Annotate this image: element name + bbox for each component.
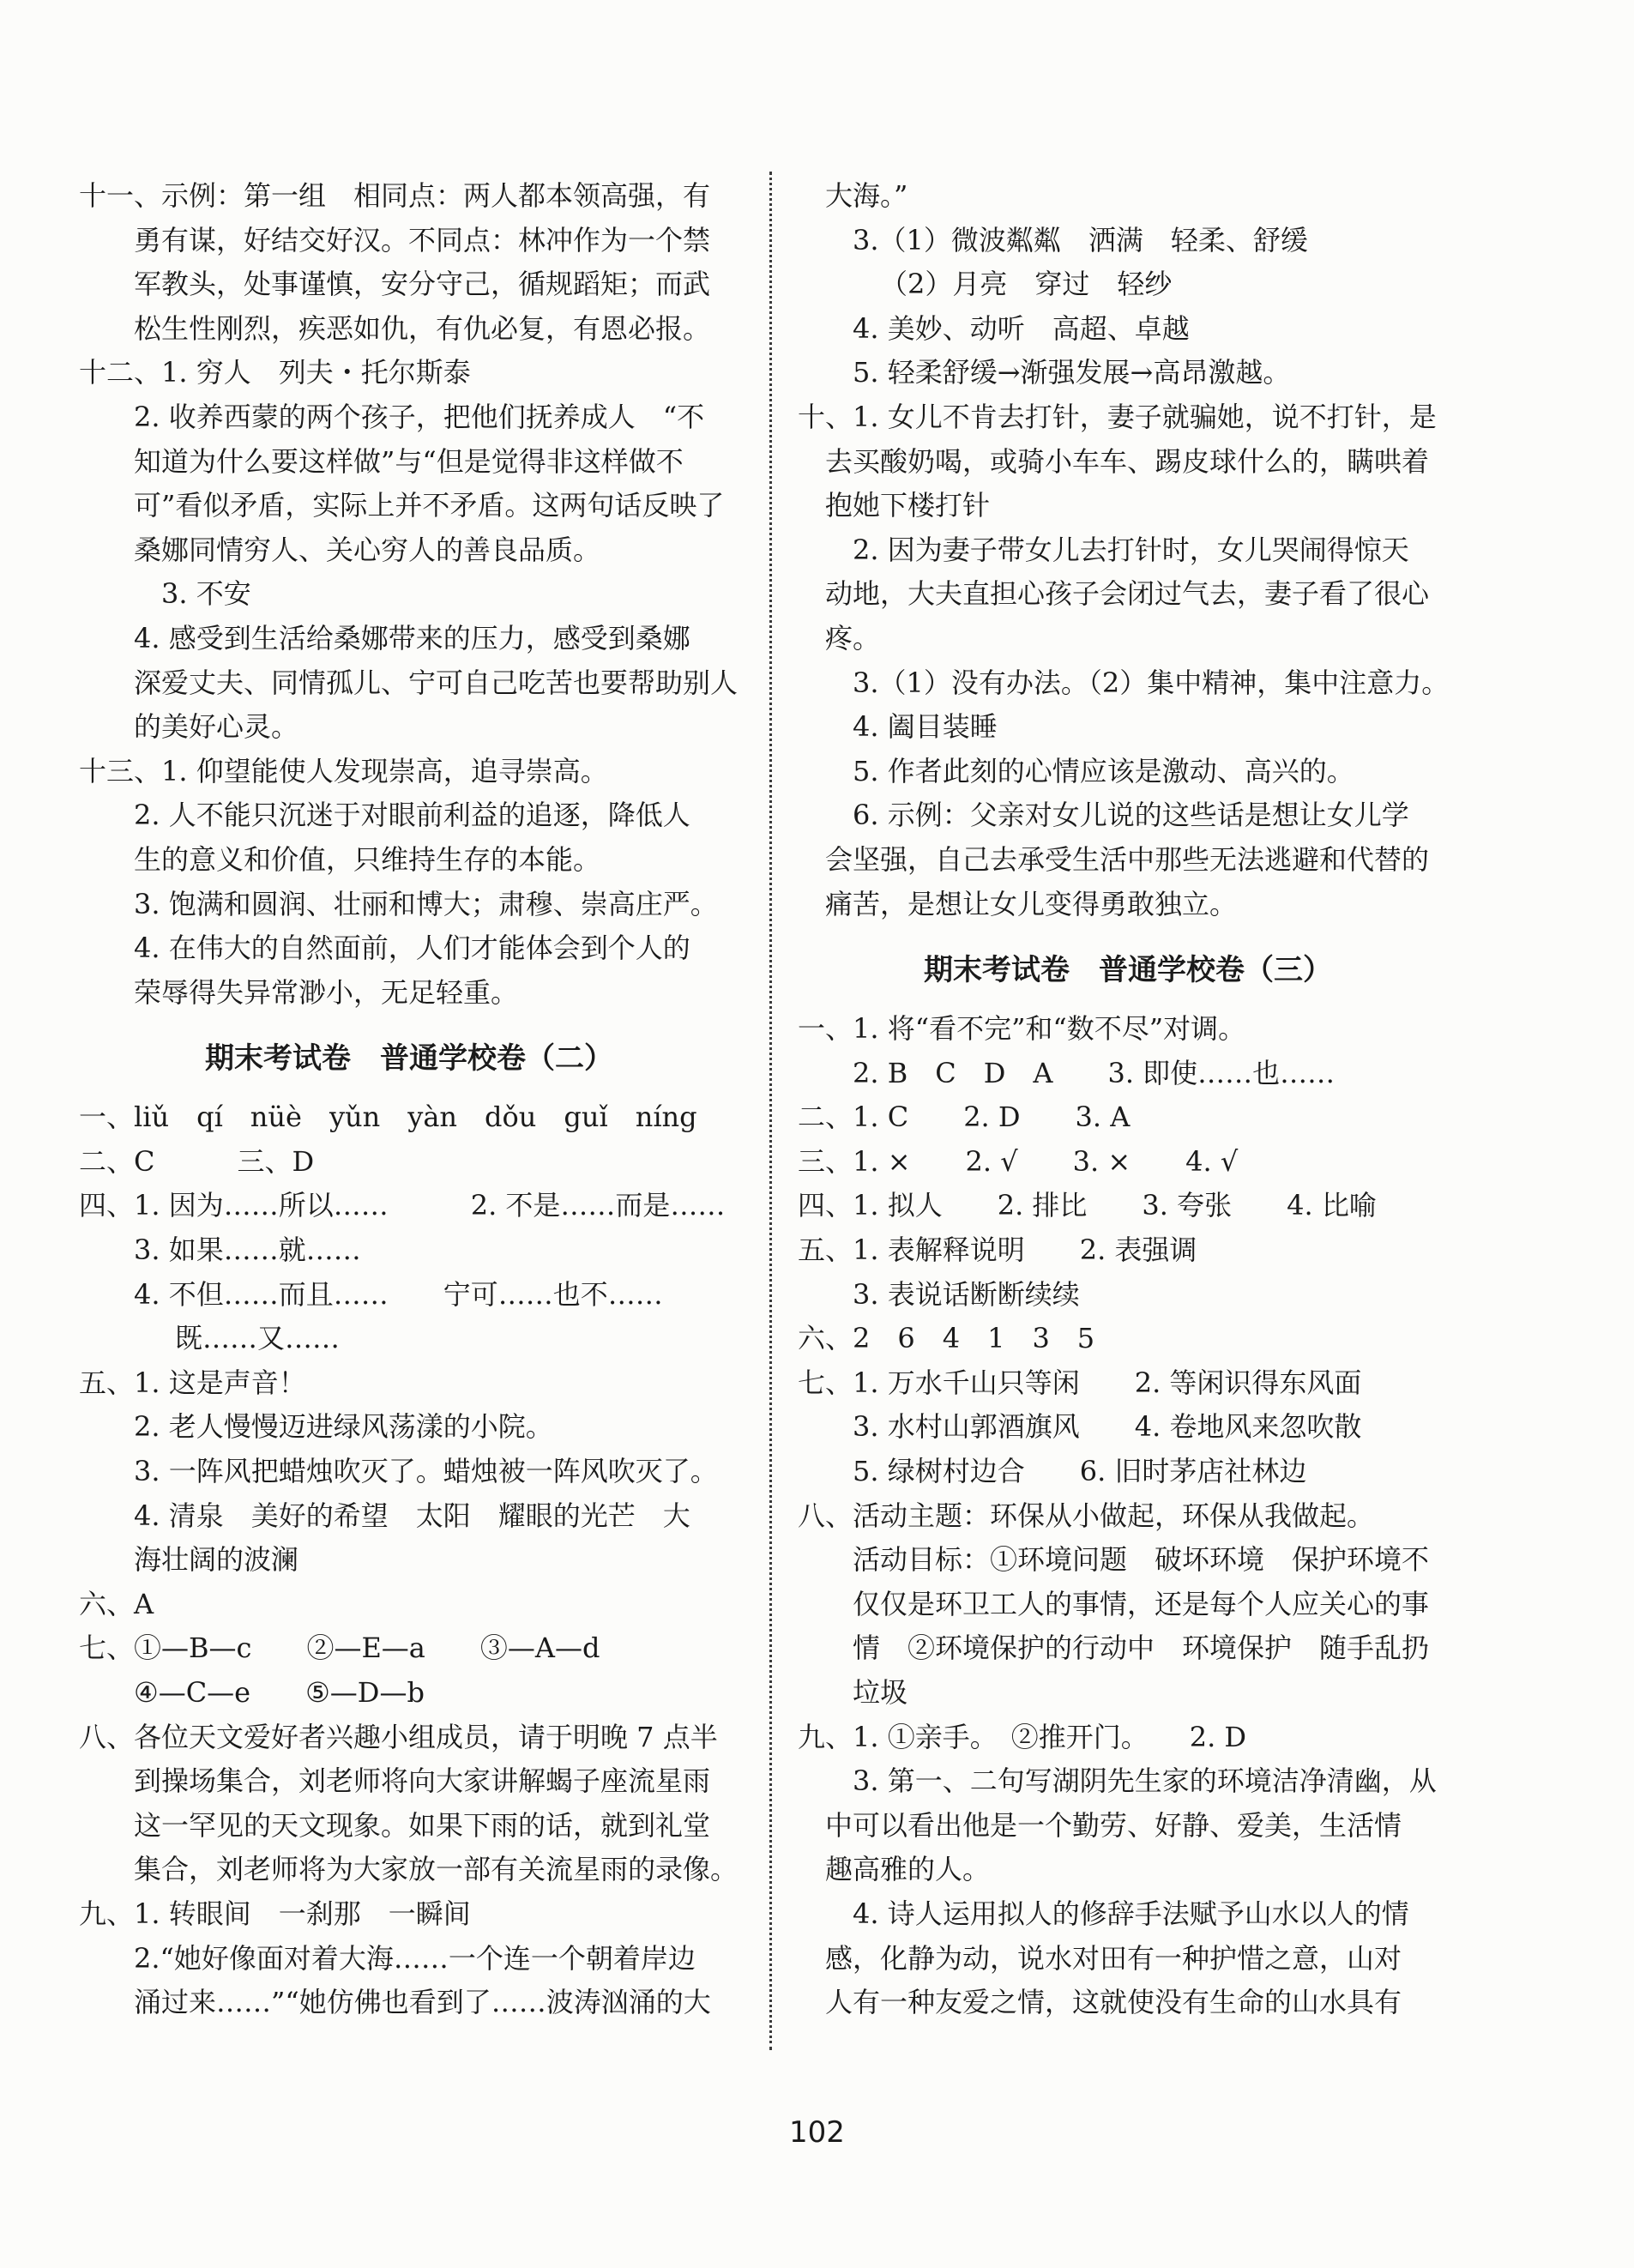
answer-line: 这一罕见的天文现象。如果下雨的话，就到礼堂: [134, 1808, 711, 1842]
left-section-b: [79, 1095, 739, 2024]
answer-line: 3.（1）没有办法。（2）集中精神，集中注意力。: [853, 666, 1450, 699]
answer-line: 勇有谋，好结交好汉。不同点：林冲作为一个禁: [134, 223, 711, 256]
answer-line: 感，化静为动，说水对田有一种护惜之意，山对: [825, 1941, 1402, 1975]
answer-line: 仅仅是环卫工人的事情，还是每个人应关心的事: [853, 1587, 1430, 1620]
answer-line: 荣辱得失异常渺小，无足轻重。: [134, 975, 519, 1009]
answer-line: 知道为什么要这样做”与“但是觉得非这样做不: [134, 444, 684, 478]
answer-line: 情 ②环境保护的行动中 环境保护 随手乱扔: [853, 1632, 1430, 1665]
answer-line: 去买酸奶喝，或骑小车车、踢皮球什么的，瞒哄着: [825, 444, 1430, 478]
answer-line: 松生性刚烈，疾恶如仇，有仇必复，有恩必报。: [134, 311, 711, 345]
answer-line: 七、1. 万水千山只等闲 2. 等闲识得东风面: [798, 1366, 1362, 1399]
answer-line: 活动目标：①环境问题 破坏环境 保护环境不: [853, 1543, 1430, 1577]
answer-line: 到操场集合，刘老师将向大家讲解蝎子座流星雨: [134, 1764, 711, 1798]
answer-line: 八、各位天文爱好者兴趣小组成员，请于明晚 7 点半: [79, 1720, 718, 1753]
answer-line: 中可以看出他是一个勤劳、好静、爱美，生活情: [825, 1808, 1402, 1842]
answer-line: 痛苦，是想让女儿变得勇敢独立。: [825, 887, 1238, 920]
answer-line: 趣高雅的人。: [825, 1853, 991, 1886]
page-number: 102: [789, 2115, 845, 2150]
answer-line: 一、liǔ qí nüè yǔn yàn dǒu guǐ níng: [79, 1101, 697, 1134]
answer-line: 4. 感受到生活给桑娜带来的压力，感受到桑娜: [134, 621, 690, 654]
answer-line: ④—C—e ⑤—D—b: [134, 1676, 425, 1709]
answer-line: 二、C 三、D: [79, 1144, 315, 1178]
answer-line: 5. 轻柔舒缓→渐强发展→高昂激越。: [853, 356, 1291, 389]
answer-line: 4. 美妙、动听 高超、卓越: [853, 311, 1190, 345]
answer-line: 4. 清泉 美好的希望 太阳 耀眼的光芒 大: [134, 1499, 690, 1532]
answer-line: 十二、1. 穷人 列夫・托尔斯泰: [79, 356, 471, 389]
answer-line: 一、1. 将“看不完”和“数不尽”对调。: [798, 1012, 1246, 1046]
left-section-a: [79, 174, 739, 1015]
answer-line: 2. 老人慢慢迈进绿风荡漾的小院。: [134, 1410, 553, 1444]
answer-line: 九、1. 转眼间 一刹那 一瞬间: [79, 1897, 471, 1930]
answer-line: 4. 阖目装睡: [853, 710, 998, 744]
answer-line: 的美好心灵。: [134, 710, 299, 744]
answer-line: 三、1. × 2. √ 3. × 4. √: [798, 1144, 1239, 1178]
answer-line: 四、1. 因为……所以…… 2. 不是……而是……: [79, 1189, 726, 1222]
exam-heading-3: 期末考试卷 普通学校卷（三）: [924, 953, 1332, 988]
answer-line: 3. 第一、二句写湖阴先生家的环境洁净清幽，从: [853, 1764, 1437, 1798]
answer-line: 涌过来……”“她仿佛也看到了……波涛汹涌的大: [134, 1986, 711, 2019]
answer-line: 集合，刘老师将为大家放一部有关流星雨的录像。: [134, 1853, 739, 1886]
answer-line: 4. 在伟大的自然面前，人们才能体会到个人的: [134, 932, 690, 965]
answer-line: 五、1. 这是声音！: [79, 1366, 306, 1399]
exam-heading-2: 期末考试卷 普通学校卷（二）: [205, 1041, 613, 1077]
answer-line: 可”看似矛盾，实际上并不矛盾。这两句话反映了: [134, 489, 725, 522]
answer-line: 人有一种友爱之情，这就使没有生命的山水具有: [825, 1986, 1402, 2019]
answer-line: 生的意义和价值，只维持生存的本能。: [134, 842, 601, 876]
answer-line: 6. 示例：父亲对女儿说的这些话是想让女儿学: [853, 799, 1409, 832]
answer-line: 3. 如果……就……: [134, 1234, 361, 1267]
answer-line: 九、1. ①亲手。 ②推开门。 2. D: [798, 1720, 1247, 1753]
answer-line: 3. 水村山郭酒旗风 4. 卷地风来忽吹散: [853, 1410, 1362, 1444]
answer-line: 军教头，处事谨慎，安分守己，循规蹈矩；而武: [134, 268, 711, 301]
answer-line: 大海。”: [825, 179, 908, 212]
answer-line: 2. 人不能只沉迷于对眼前利益的追逐，降低人: [134, 799, 690, 832]
answer-line: 八、活动主题：环保从小做起，环保从我做起。: [798, 1499, 1375, 1532]
answer-line: 五、1. 表解释说明 2. 表强调: [798, 1234, 1197, 1267]
answer-line: 3. 表说话断断续续: [853, 1277, 1080, 1311]
answer-line: 2. 因为妻子带女儿去打针时，女儿哭闹得惊天: [853, 533, 1409, 566]
answer-line: 3. 饱满和圆润、壮丽和博大；肃穆、崇高庄严。: [134, 887, 718, 920]
answer-line: 深爱丈夫、同情孤儿、宁可自己吃苦也要帮助别人: [134, 666, 739, 699]
answer-line: 4. 不但……而且…… 宁可……也不……: [134, 1277, 663, 1311]
answer-line: 3.（1）微波粼粼 洒满 轻柔、舒缓: [853, 223, 1308, 256]
answer-line: 十三、1. 仰望能使人发现崇高，追寻崇高。: [79, 754, 608, 787]
right-section-b: [798, 1007, 1458, 2025]
answer-line: 十一、示例：第一组 相同点：两人都本领高强，有: [79, 179, 711, 212]
answer-line: 会坚强，自己去承受生活中那些无法逃避和代替的: [825, 842, 1430, 876]
answer-line: 抱她下楼打针: [825, 489, 991, 522]
column-divider: [769, 172, 772, 2050]
left-column: [79, 174, 739, 2025]
answer-line: 2.“她好像面对着大海……一个连一个朝着岸边: [134, 1941, 696, 1975]
answer-line: 3. 不安: [161, 577, 251, 611]
answer-line: 六、2 6 4 1 3 5: [798, 1322, 1095, 1355]
answer-line: 动地，大夫直担心孩子会闭过气去，妻子看了很心: [825, 577, 1430, 611]
answer-line: 4. 诗人运用拟人的修辞手法赋予山水以人的情: [853, 1897, 1409, 1930]
answer-line: 既……又……: [175, 1322, 341, 1355]
answer-line: 七、①—B—c ②—E—a ③—A—d: [79, 1632, 600, 1665]
answer-line: 二、1. C 2. D 3. A: [798, 1101, 1131, 1134]
answer-line: 桑娜同情穷人、关心穷人的善良品质。: [134, 533, 601, 566]
answer-line: 2. B C D A 3. 即使……也……: [853, 1056, 1336, 1089]
answer-line: 十、1. 女儿不肯去打针，妻子就骗她，说不打针，是: [798, 400, 1437, 433]
answer-line: 海壮阔的波澜: [134, 1543, 299, 1577]
answer-line: 5. 绿树村边合 6. 旧时茅店社林边: [853, 1455, 1307, 1488]
answer-line: （2）月亮 穿过 轻纱: [880, 268, 1173, 301]
answer-line: 六、A: [79, 1587, 154, 1620]
answer-line: 5. 作者此刻的心情应该是激动、高兴的。: [853, 754, 1354, 787]
right-section-a: [798, 174, 1458, 926]
right-column: [798, 174, 1458, 2025]
answer-line: 疼。: [825, 621, 881, 654]
answer-line: 2. 收养西蒙的两个孩子，把他们抚养成人 “不: [134, 400, 705, 433]
answer-line: 3. 一阵风把蜡烛吹灭了。蜡烛被一阵风吹灭了。: [134, 1455, 718, 1488]
answer-line: 垃圾: [853, 1676, 908, 1709]
answer-line: 四、1. 拟人 2. 排比 3. 夸张 4. 比喻: [798, 1189, 1377, 1222]
